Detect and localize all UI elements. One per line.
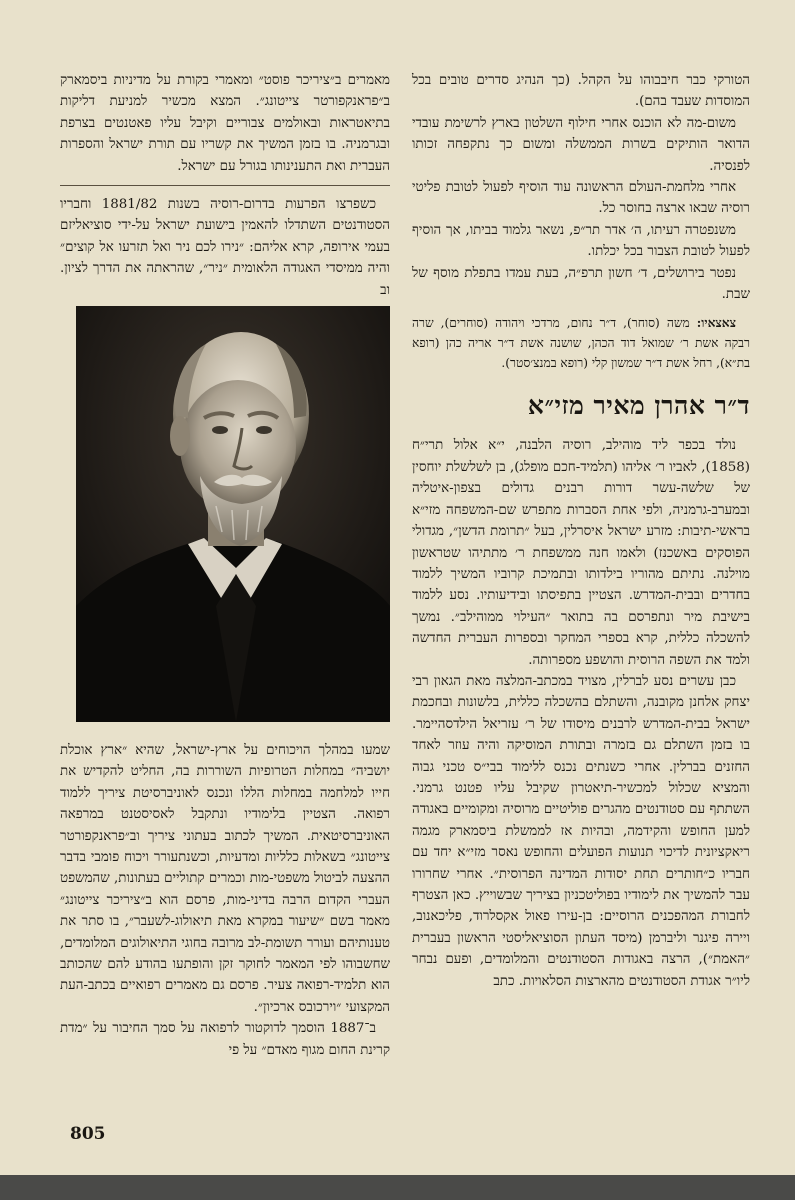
paragraph: מאמרים ב״ציריכר פוסט״ ומאמרי בקורת על מדיניות ביסמארק ב״פראנקפורטר צייטונג״. המצא מכשיר למניעת דליקות בתיאטראות ובאולמים צבוריים וקיבל עליו פאטנטים בצרפת ובגרמניה. בו בזמן המשיך את קשריו עם תורת ישראל והספרות העברית ואת התענינותו בגורל עם ישראל.: [60, 73, 390, 174]
portrait-photo: [76, 306, 390, 722]
descendants-paragraph: [412, 313, 750, 373]
paragraph: הטורקי כבר חיבבוהו על הקהל. (כך הנהיג סדרים טובים בכל המוסדות שעבד בהם).: [412, 73, 750, 110]
paragraph: משום-מה לא הוכנס אחרי חילוף השלטון בארץ לרשימת עובדי הדואר הותיקים בשרות הממשלה ומשום כך נתקפחה זכותו לפנסיה.: [412, 115, 750, 174]
paragraph: ב־1887 הוסמך לדוקטור לרפואה על סמך החיבור על ״מדת קרינת החום מגוף מאדם״ על פי: [60, 1021, 390, 1058]
paragraph: נפטר בירושלים, ד׳ חשון תרפ״ה, בעת עמדו בתפלת מוסף של שבת.: [412, 265, 750, 303]
paragraph: משנפטרה רעיתו, ה׳ אדר תר״פ, נשאר גלמוד בביתו, אך הוסיף לפעול לטובת הצבור בכל יכלתו.: [412, 222, 750, 260]
page-number: 805: [70, 1124, 106, 1144]
left-column-top: [60, 70, 390, 301]
paragraph: שמעו במהלך הויכוחים על ארץ-ישראל, שהיא ״ארץ אוכלת יושביה״ במחלות הטרופיות השוררות בה, החליט להקדיש את חייו למלחמה במחלות הללו ונכנס לאוניברסיטת ציריך ללמוד רפואה. הצטיין בלימודיו ונתקבל לאסיסטנט במרפאה האוניברסיטאית. המשיך לכתוב בעתוני ציריך וב״פראנקפורטר צייטונג״ בשאלות כלליות ומדעיות, וכשנתעורר ויכוח פומבי בדבר ההצעה לביטול משפטי-מות וכמרים קתוליים בעתונות, שהמשפט העברי הקדום הרבה בדיני-מות, פרסם הוא ב״ציריכר צייטונג״ מאמר בשם ״שיעור במקרא מאת תיאולוג-לשעבר״, בו סתר את טענותיהם ועורר תשומת-לב מרובה בחוגי התיאולוגים המלומדים, שחשבוהו לפי המאמר לחוקר זקן והופתעו בהודע להם שהכותב הוא תלמיד-רפואה צעיר. פרסם גם מאמרים רפואיים בכתב-העת המקצועי ״וירכובס ארכיון״.: [60, 743, 390, 1015]
left-column-bottom: [60, 740, 390, 1061]
paragraph: נולד בכפר ליד מוהילב, רוסיה הלבנה, י״א אלול תרי״ח (1858), לאביו ר׳ אליהו (תלמיד-חכם מופלג), בן לשלשלת יוחסין של שלשה-עשר דורות רבנים גדולים בצפון-איטליה ובמערב-גרמניה, ולפי אחת הסברות מתפרש שם-המשפחה מזי״א בראשי-תיבות: מזרע ישראל איסרלין, בעל ״תרומת הדשן״, מגדולי הפוסקים באשכנז) ולאמו חנה ממשפחת ר׳ מתתיהו שטראשון מוילנה. נתיתם מהוריו בילדותו ובתמיכת קרוביו המשיך ללמוד בחדרים ובבית-המדרש. הצטיין בתפיסתו ובידיעותיו. נסע ללמוד בישיבת מיר ונתפרסם בה בתואר ״העילוי ממוהילב״. נמשך להשכלה כללית, קרא בספרי המחקר ובספרות העברית החדשה ולמד את השפה הרוסית והושפע מספרותה.: [412, 438, 750, 668]
right-column: [412, 70, 750, 992]
portrait-illustration: [76, 306, 390, 722]
paragraph: כשפרצו הפרעות בדרום-רוסיה בשנות 1881/82 וחבריו הסטודנטים השתדלו להאמין בישועת ישראל על-ידי סוציאליזם בעמי אירופה, קרא אליהם: ״נירו לכם ניר ואל תזרעו אל קוצים״ והיה ממיסדי האגודה הלאומית ״ניר״, שהראתה את הדרך לציון. וב: [60, 197, 390, 298]
descendants-text: משה (סוחר), ד״ר נחום, מרדכי ויהודה (סוחרים), שרה רבקה אשת ר׳ שמואל דוד הכהן, שושנה אשת ד״ר אריה כהן (רופא בת״א), רחל אשת ד״ר שמשון קלי (רופא במנצ׳סטר).: [412, 316, 750, 371]
article-heading: ד״ר אהרן מאיר מזי״א: [527, 391, 750, 421]
scan-bottom-band: [0, 1175, 795, 1200]
divider: [60, 185, 390, 186]
paragraph: אחרי מלחמת-העולם הראשונה עוד הוסיף לפעול לטובת פליטי רוסיה שבאו ארצה בחוסר כל.: [412, 180, 750, 217]
descendants-label: צאצאיו:: [696, 316, 737, 331]
paragraph: כבן עשרים נסע לברלין, מצויד במכתב-המלצה מאת הגאון רבי יצחק אלחנן מקובנה, והשתלם בהשכלה כללית, בלשונות ובחכמת ישראל בבית-המדרש לרבנים מיסודו של ר׳ עזריאל הילדסהיימר. בו בזמן השתלם גם בזמרה ובתורת המוסיקה והיה עוזר לאחד החזנים בברלין. אחרי כשנתים נכנס ללימוד בבי״ס טכני גבוה והמציא שכלול למכשיר-תיאטרון שקיבל עליו פטנט גרמני. השתתף עם סטודנטים מהגרים פוליטיים מרוסיה ומקומיים באגודה למען החופש והקידמה, ובהיות אז לממשלת ביסמארק מגמה ריאקציונית לדיכוי תנועות הפועלים והחופש נאסר מזי״א יחד עם חבריו כ״חותרים תחת יסודות המדינה הפרוסית״. אחרי שחרורו עבר להמשיך את לימודיו בפוליטכניון בציריך שבשוייץ. כאן הצטרף לחבורת המהפכנים הרוסיים: בן-עירו פאול אקסלרוד, פליכאנוב, ויירה פיגנר וליברמן (מיסד העתון הסוציאליסטי הראשון בעברית ״האמת״), הרצה באגודות הסטודנטים והמלומדים, ופעם נבחר ליו״ר אגודת הסטודנטים מהארצות הסלאויות. כתב: [412, 673, 750, 989]
